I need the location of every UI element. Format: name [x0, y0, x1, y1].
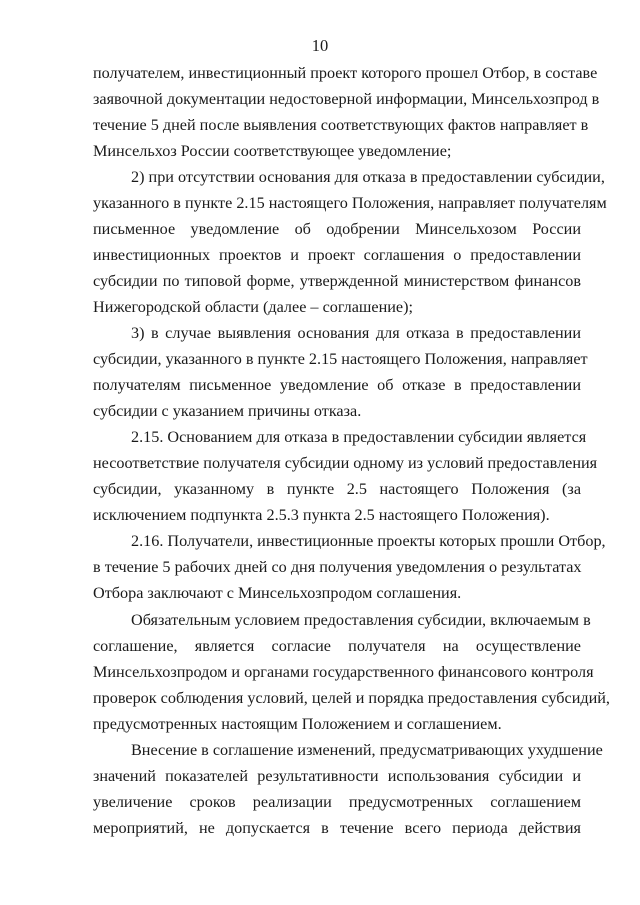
text-line: Минсельхоз России соответствующее уведомление; [93, 142, 452, 160]
text-line: несоответствие получателя субсидии одному из условий предоставления [93, 454, 598, 472]
text-line: заявочной документации недостоверной информации, Минсельхозпрод в [93, 90, 600, 108]
text-line: письменное уведомление об одобрении Минсельхозом России [93, 220, 581, 238]
text-line: увеличение сроков реализации предусмотренных соглашением [93, 793, 581, 811]
text-line: получателем, инвестиционный проект которого прошел Отбор, в составе [93, 64, 598, 82]
text-line: течение 5 дней после выявления соответствующих фактов направляет в [93, 116, 589, 134]
text-line: Нижегородской области (далее – соглашение); [93, 298, 413, 316]
text-line: 3) в случае выявления основания для отказа в предоставлении [131, 324, 581, 342]
text-line: субсидии по типовой форме, утвержденной министерством финансов [93, 272, 581, 290]
text-line: 2.16. Получатели, инвестиционные проекты которых прошли Отбор, [131, 532, 606, 550]
text-line: 2) при отсутствии основания для отказа в предоставлении субсидии, [131, 168, 605, 186]
text-line: проверок соблюдения условий, целей и порядка предоставления субсидий, [93, 689, 610, 707]
text-line: субсидии, указанного в пункте 2.15 настоящего Положения, направляет [93, 350, 588, 368]
text-line: Минсельхозпродом и органами государственного финансового контроля [93, 663, 594, 681]
text-line: значений показателей результативности использования субсидии и [93, 767, 581, 785]
text-line: субсидии с указанием причины отказа. [93, 402, 362, 420]
text-line: в течение 5 рабочих дней со дня получения уведомления о результатах [93, 558, 582, 576]
text-line: получателям письменное уведомление об отказе в предоставлении [93, 376, 581, 394]
text-line: предусмотренных настоящим Положением и соглашением. [93, 715, 502, 733]
text-line: соглашение, является согласие получателя на осуществление [93, 637, 581, 655]
text-line: исключением подпункта 2.5.3 пункта 2.5 настоящего Положения). [93, 506, 550, 524]
text-line: Отбора заключают с Минсельхозпродом соглашения. [93, 584, 462, 602]
text-line: мероприятий, не допускается в течение всего периода действия [93, 819, 581, 837]
text-line: Обязательным условием предоставления субсидии, включаемым в [131, 611, 591, 629]
text-line: 2.15. Основанием для отказа в предоставлении субсидии является [131, 428, 587, 446]
text-line: указанного в пункте 2.15 настоящего Положения, направляет получателям [93, 194, 607, 212]
text-line: Внесение в соглашение изменений, предусматривающих ухудшение [131, 741, 603, 759]
page-number: 10 [311, 36, 329, 55]
text-line: инвестиционных проектов и проект соглашения о предоставлении [93, 246, 581, 264]
text-line: субсидии, указанному в пункте 2.5 настоящего Положения (за [93, 480, 581, 498]
